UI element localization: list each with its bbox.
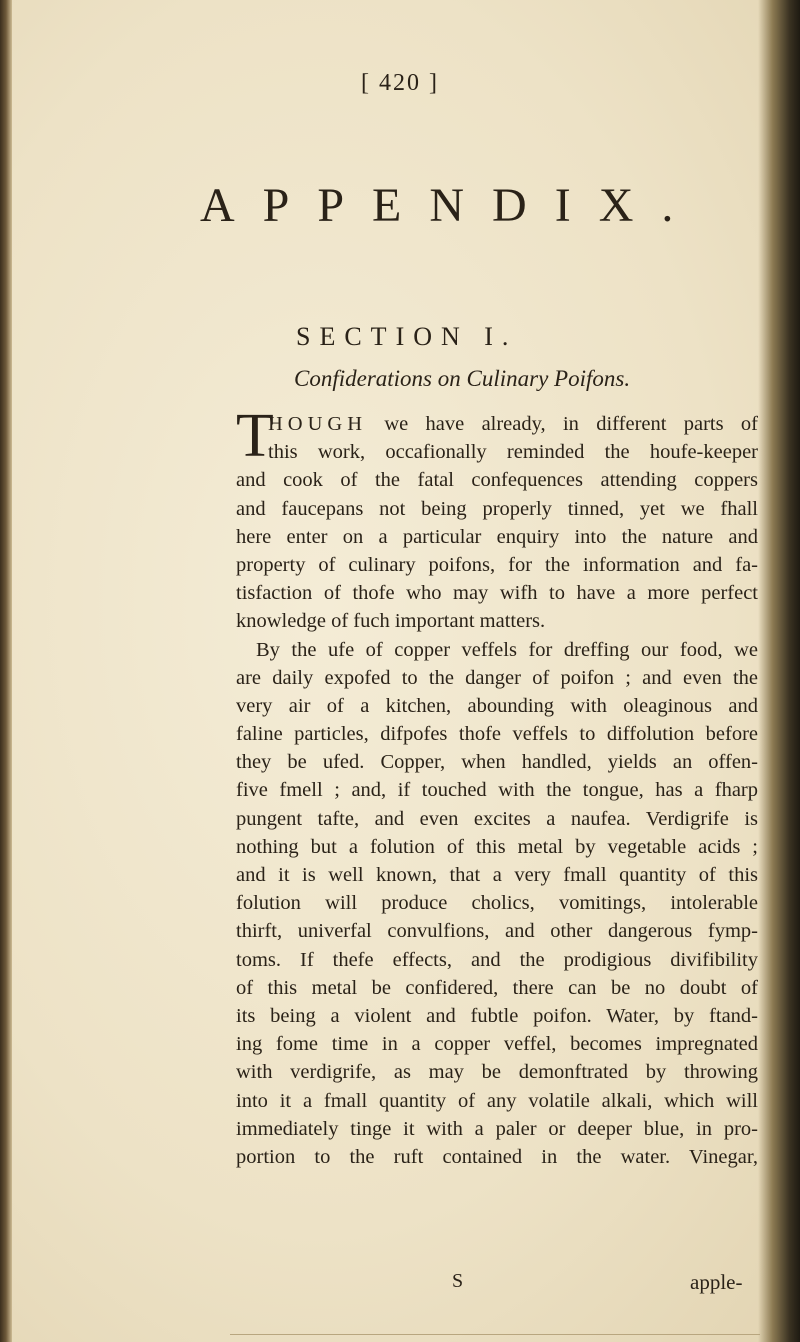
text-line: toms. If thefe effects, and the prodigious divifibility <box>236 948 758 971</box>
text-line: of this metal be confidered, there can be no doubt of <box>236 976 758 999</box>
text-line: here enter on a particular enquiry into the nature and <box>236 525 758 548</box>
text-line: knowledge of fuch important matters. <box>236 610 546 633</box>
text-line <box>236 410 758 438</box>
page-number-header: [ 420 ] <box>361 70 439 96</box>
drop-cap: T <box>236 402 274 470</box>
appendix-heading: APPENDIX. <box>200 179 702 232</box>
text-line: nothing but a folution of this metal by vegetable acids ; <box>236 835 758 858</box>
text-line: its being a violent and fubtle poifon. Water, by ftand- <box>236 1004 758 1027</box>
first-word: HOUGH <box>268 413 368 435</box>
bottom-rule <box>230 1334 760 1335</box>
text-line: immediately tinge it with a paler or deeper blue, in pro- <box>236 1117 758 1140</box>
text-line: and it is well known, that a very fmall quantity of this <box>236 864 758 886</box>
text-line: ing fome time in a copper veffel, becomes impregnated <box>236 1033 758 1056</box>
text-line: and cook of the fatal confequences attending coppers <box>236 469 758 492</box>
text-line: are daily expofed to the danger of poifon ; and even the <box>236 666 758 689</box>
text-line: five fmell ; and, if touched with the tongue, has a fharp <box>236 779 758 802</box>
text-line: faline particles, difpofes thofe veffels to diffolution before <box>236 723 758 746</box>
catchword: apple- <box>690 1270 743 1294</box>
text-line: tisfaction of thofe who may wifh to have a more perfect <box>236 582 758 605</box>
text-line: pungent tafte, and even excites a naufea. Verdigrife is <box>236 807 758 830</box>
text-line: and faucepans not being properly tinned, yet we fhall <box>236 497 758 520</box>
section-subtitle: Confiderations on Culinary Poifons. <box>294 366 631 391</box>
page-shadow-edge <box>758 0 800 1342</box>
text-line: this work, occafionally reminded the houfe-keeper <box>268 441 758 464</box>
text-line: folution will produce cholics, vomitings, intolerable <box>236 892 758 915</box>
text-line: into it a fmall quantity of any volatile alkali, which will <box>236 1089 758 1112</box>
signature-mark: S <box>452 1270 464 1292</box>
section-title: SECTION I. <box>296 322 518 351</box>
text-line: they be ufed. Copper, when handled, yields an offen- <box>236 751 758 774</box>
binding-edge <box>0 0 12 1342</box>
text-line: By the ufe of copper veffels for dreffing our food, we <box>256 638 758 661</box>
text-line: portion to the ruft contained in the water. Vinegar, <box>236 1145 758 1168</box>
body-text <box>236 402 758 1171</box>
text-line-content: we have already, in different parts of <box>367 413 758 435</box>
text-line: property of culinary poifons, for the information and fa- <box>236 553 758 576</box>
text-line: thirft, univerfal convulfions, and other dangerous fymp- <box>236 920 758 943</box>
text-line: very air of a kitchen, abounding with oleaginous and <box>236 694 758 717</box>
text-line: with verdigrife, as may be demonftrated by throwing <box>236 1061 758 1084</box>
